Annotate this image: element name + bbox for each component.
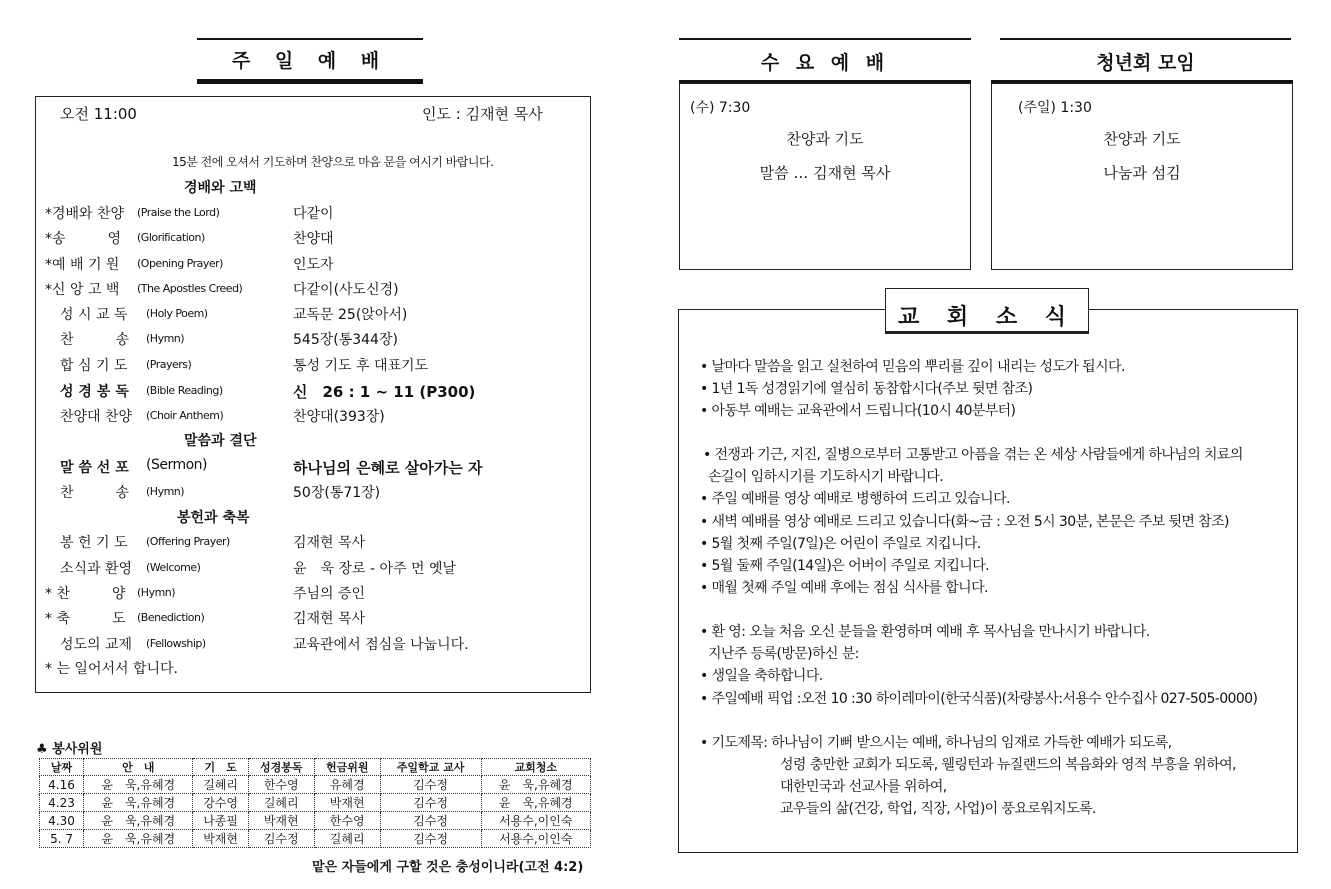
order-item-leader: 교육관에서 점심을 나눕니다. xyxy=(293,637,469,653)
order-item-leader: 주님의 증인 xyxy=(293,586,366,602)
table-cell: 윤 욱,유혜경 xyxy=(481,776,590,794)
order-item-leader: 50장(통71장) xyxy=(293,485,381,501)
order-item-name: 합 심 기 도 xyxy=(60,358,128,374)
news-item: • 주일 예배를 영상 예배로 병행하여 드리고 있습니다. xyxy=(700,491,1010,507)
news-title: 교 회 소 식 xyxy=(898,305,1076,330)
table-row xyxy=(40,794,591,812)
order-item-english: (Praise the Lord) xyxy=(137,206,220,219)
news-item: • 5월 첫째 주일(7일)은 어린이 주일로 지킵니다. xyxy=(700,536,981,552)
table-row xyxy=(40,776,591,794)
section-heading: 봉헌과 축복 xyxy=(177,510,250,526)
wednesday-line2: 말씀 … 김재현 목사 xyxy=(759,164,891,182)
order-item-english: (The Apostles Creed) xyxy=(137,282,243,295)
news-item: • 날마다 말씀을 읽고 실천하여 믿음의 뿌리를 깊이 내리는 성도가 됩시다. xyxy=(700,359,1125,375)
volunteer-column-header: 성경봉독 xyxy=(248,759,314,776)
table-cell: 박재현 xyxy=(314,794,380,812)
order-item-english: (Fellowship) xyxy=(146,637,206,650)
news-item: 지난주 등록(방문)하신 분: xyxy=(708,646,859,662)
table-cell: 박재현 xyxy=(248,812,314,830)
table-cell: 유혜경 xyxy=(314,776,380,794)
table-cell: 길혜리 xyxy=(314,830,380,848)
section-heading: 말씀과 결단 xyxy=(184,433,257,449)
wednesday-time: (수) 7:30 xyxy=(690,100,751,116)
news-item: • 1년 1독 성경읽기에 열심히 동참합시다(주보 뒷면 참조) xyxy=(700,381,1033,397)
order-item-leader: 하나님의 은혜로 살아가는 자 xyxy=(293,459,483,477)
order-item-name: *경배와 찬양 xyxy=(45,206,125,222)
order-item-leader: 다같이 xyxy=(293,206,334,222)
table-cell: 강수영 xyxy=(193,794,248,812)
order-item-english: (Prayers) xyxy=(146,358,192,371)
table-cell: 윤 욱,유혜경 xyxy=(84,830,193,848)
volunteer-column-header: 주일학교 교사 xyxy=(380,759,481,776)
news-item: 대한민국과 선교사를 위하여, xyxy=(780,779,947,795)
order-item-english: (Choir Anthem) xyxy=(146,409,224,422)
memory-verse: 맡은 자들에게 구할 것은 충성이니라(고전 4:2) xyxy=(312,860,584,875)
order-item-leader: 찬양대 xyxy=(293,231,334,247)
table-cell: 길혜리 xyxy=(193,776,248,794)
wednesday-line1: 찬양과 기도 xyxy=(786,130,864,148)
youth-rule-top xyxy=(1000,38,1291,40)
order-item-leader: 윤 욱 장로 - 아주 먼 옛날 xyxy=(293,561,457,577)
order-item-leader: 김재현 목사 xyxy=(293,611,366,627)
order-item-english: (Glorification) xyxy=(137,231,205,244)
table-cell: 김수정 xyxy=(380,794,481,812)
volunteer-column-header: 기 도 xyxy=(193,759,248,776)
order-item-leader: 김재현 목사 xyxy=(293,535,366,551)
news-item: • 생일을 축하합니다. xyxy=(700,668,823,684)
table-cell: 윤 욱,유혜경 xyxy=(84,794,193,812)
volunteer-column-header: 교회청소 xyxy=(481,759,590,776)
sunday-title-rule-bottom xyxy=(197,79,423,84)
order-item-name: * 축 도 xyxy=(45,611,126,627)
table-cell: 김수정 xyxy=(380,812,481,830)
service-leader: 인도 : 김재현 목사 xyxy=(422,105,543,123)
order-item-leader: 신 26 : 1 ~ 11 (P300) xyxy=(293,383,476,401)
order-item-leader: 교독문 25(앉아서) xyxy=(293,307,408,323)
order-item-english: (Welcome) xyxy=(146,561,201,574)
order-item-name: 성도의 교제 xyxy=(60,637,133,653)
youth-title: 청년회 모임 xyxy=(1096,52,1195,74)
table-cell: 김수정 xyxy=(380,830,481,848)
table-cell: 윤 욱,유혜경 xyxy=(481,794,590,812)
order-item-english: (Hymn) xyxy=(146,332,185,345)
table-cell: 김수정 xyxy=(248,830,314,848)
table-cell: 윤 욱,유혜경 xyxy=(84,776,193,794)
sunday-title: 주 일 예 배 xyxy=(231,50,389,72)
table-cell: 김수정 xyxy=(380,776,481,794)
order-item-name: 찬 송 xyxy=(60,332,130,348)
wednesday-title: 수 요 예 배 xyxy=(760,52,890,74)
order-item-leader: 다같이(사도신경) xyxy=(293,282,399,298)
order-item-english: (Benediction) xyxy=(137,611,205,624)
table-row xyxy=(40,830,591,848)
section-heading: 경배와 고백 xyxy=(184,180,257,196)
service-time: 오전 11:00 xyxy=(60,105,137,123)
volunteer-column-header: 헌금위원 xyxy=(314,759,380,776)
order-item-english: (Opening Prayer) xyxy=(137,257,223,270)
table-cell: 박재현 xyxy=(193,830,248,848)
news-item: 손길이 임하시기를 기도하시기 바랍니다. xyxy=(708,469,944,485)
table-cell: 나종필 xyxy=(193,812,248,830)
table-cell: 길혜리 xyxy=(248,794,314,812)
table-cell: 5. 7 xyxy=(40,830,84,848)
order-item-name: 봉 헌 기 도 xyxy=(60,535,128,551)
order-item-name: 성 시 교 독 xyxy=(60,307,128,323)
table-cell: 서용수,이인숙 xyxy=(481,830,590,848)
order-item-name: *예 배 기 원 xyxy=(45,257,120,273)
table-cell: 한수영 xyxy=(248,776,314,794)
news-item: • 아동부 예배는 교육관에서 드립니다(10시 40분부터) xyxy=(700,403,1016,419)
volunteers-table xyxy=(39,758,591,848)
youth-line2: 나눔과 섬김 xyxy=(1103,164,1181,182)
news-item: 교우들의 삶(건강, 학업, 직장, 사업)이 풍요로워지도록. xyxy=(780,801,1096,817)
order-item-name: 소식과 환영 xyxy=(60,561,133,577)
order-item-english: (Hymn) xyxy=(137,586,176,599)
order-item-name: 성 경 봉 독 xyxy=(60,384,129,400)
arrival-note: 15분 전에 오셔서 기도하며 찬양으로 마음 문을 여시기 바랍니다. xyxy=(172,155,494,169)
news-item: 성령 충만한 교회가 되도록, 웰링턴과 뉴질랜드의 복음화와 영적 부흥을 위하여, xyxy=(780,757,1236,773)
table-cell: 윤 욱,유혜경 xyxy=(84,812,193,830)
table-cell: 한수영 xyxy=(314,812,380,830)
table-cell: 서용수,이인숙 xyxy=(481,812,590,830)
youth-line1: 찬양과 기도 xyxy=(1103,130,1181,148)
news-item: • 기도제목: 하나님이 기뻐 받으시는 예배, 하나님의 임재로 가득한 예배가 되도록, xyxy=(700,735,1172,751)
order-item-english: (Sermon) xyxy=(146,457,208,473)
order-item-name: *송 영 xyxy=(45,231,122,247)
volunteer-column-header: 날짜 xyxy=(40,759,84,776)
order-item-english: (Bible Reading) xyxy=(146,384,223,397)
news-item: • 주일예배 픽업 :오전 10 :30 하이레마이(한국식품)(차량봉사:서용수 안수집사 027-505-0000) xyxy=(700,691,1258,707)
volunteer-column-header: 안 내 xyxy=(84,759,193,776)
order-item-leader: 인도자 xyxy=(293,257,334,273)
news-item: • 전쟁과 기근, 지진, 질병으로부터 고통받고 아픔을 겪는 온 세상 사람들에게 하나님의 치료의 xyxy=(703,447,1243,463)
news-item: • 매월 첫째 주일 예배 후에는 점심 식사를 합니다. xyxy=(700,580,988,596)
table-cell: 4.30 xyxy=(40,812,84,830)
order-item-english: (Offering Prayer) xyxy=(146,535,230,548)
standing-footnote: * 는 일어서서 합니다. xyxy=(45,661,178,677)
order-item-english: (Hymn) xyxy=(146,485,185,498)
order-item-leader: 찬양대(393장) xyxy=(293,409,385,425)
news-item: • 새벽 예배를 영상 예배로 드리고 있습니다(화~금 : 오전 5시 30분, 본문은 주보 뒷면 참조) xyxy=(700,514,1229,530)
news-item: • 5월 둘째 주일(14일)은 어버이 주일로 지킵니다. xyxy=(700,558,989,574)
order-item-name: *신 앙 고 백 xyxy=(45,282,120,298)
order-item-english: (Holy Poem) xyxy=(146,307,208,320)
table-row xyxy=(40,812,591,830)
order-item-name: 찬양대 찬양 xyxy=(60,409,133,425)
table-cell: 4.23 xyxy=(40,794,84,812)
order-item-leader: 545장(통344장) xyxy=(293,332,398,348)
youth-time: (주일) 1:30 xyxy=(1018,100,1092,116)
order-item-leader: 통성 기도 후 대표기도 xyxy=(293,358,429,374)
wednesday-rule-top xyxy=(679,38,971,40)
order-item-name: 찬 송 xyxy=(60,485,130,501)
sunday-title-rule-top xyxy=(197,38,423,40)
order-item-name: * 찬 양 xyxy=(45,586,126,602)
table-cell: 4.16 xyxy=(40,776,84,794)
volunteers-title: ♣ 봉사위원 xyxy=(36,742,103,757)
news-item: • 환 영: 오늘 처음 오신 분들을 환영하며 예배 후 목사님을 만나시기 바랍니다. xyxy=(700,624,1150,640)
order-item-name: 말 씀 선 포 xyxy=(60,460,129,476)
